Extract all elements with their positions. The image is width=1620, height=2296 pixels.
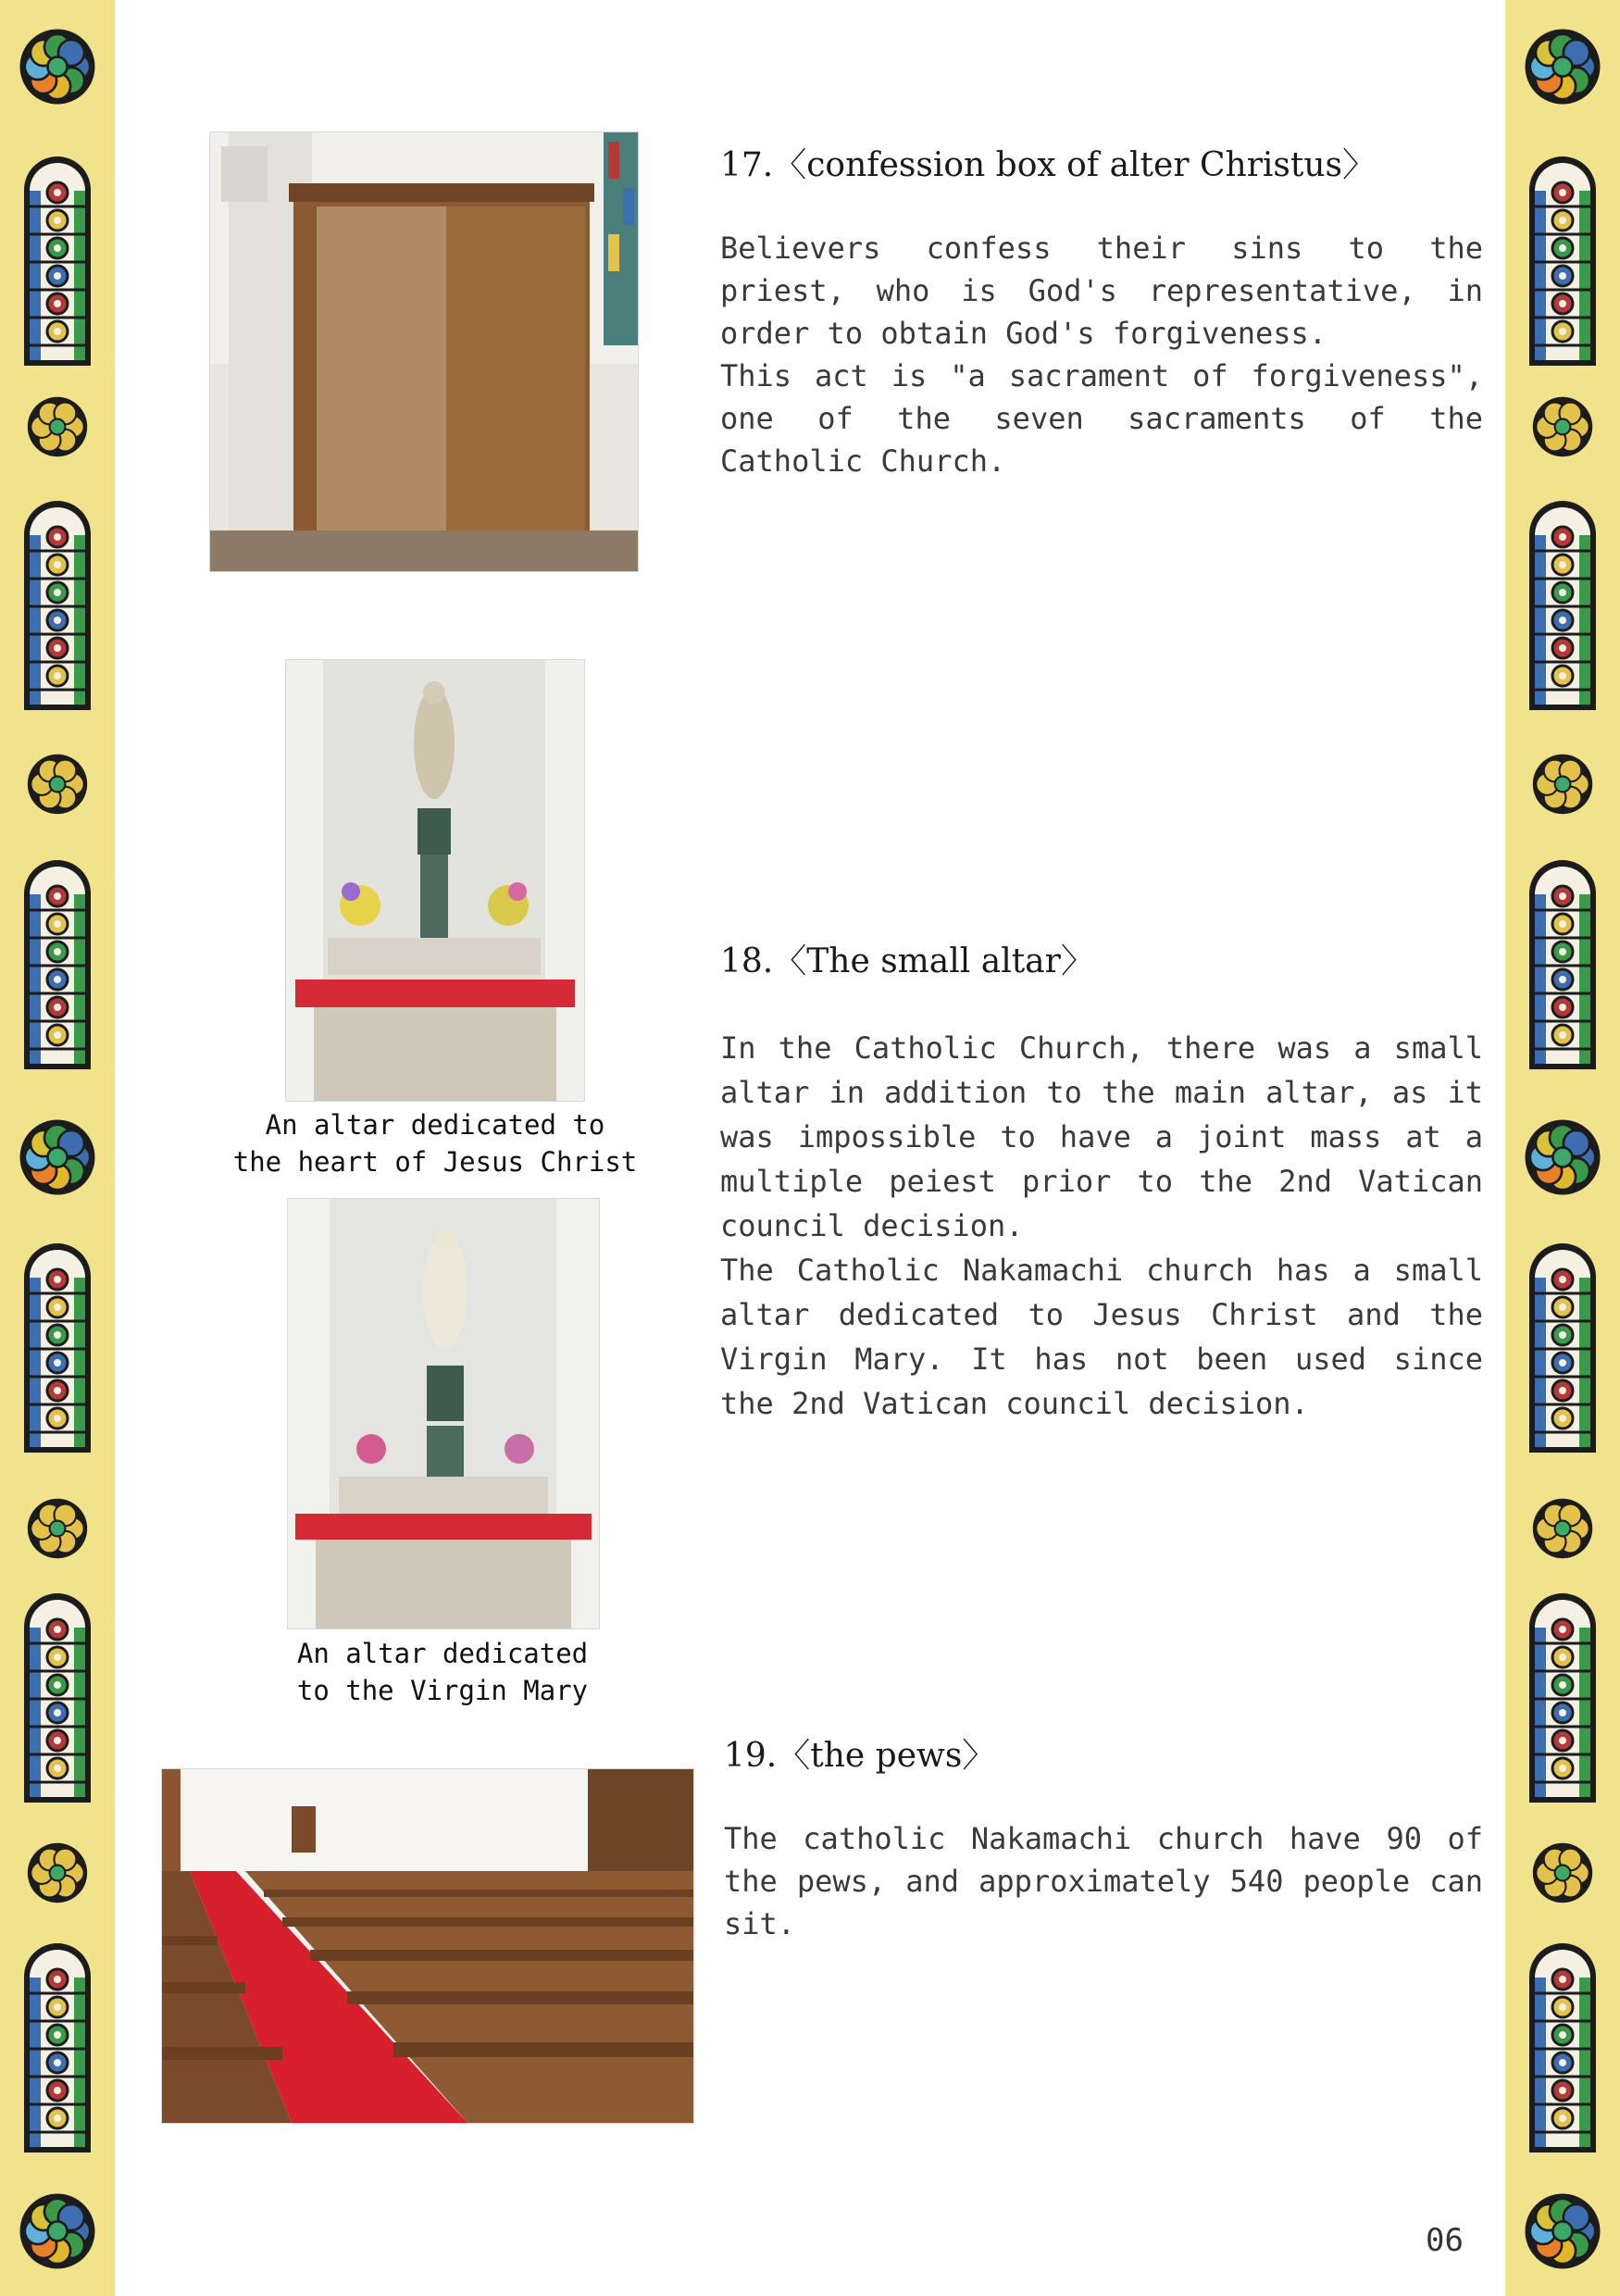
stained-glass-window xyxy=(0,1591,115,1805)
right-decorative-border xyxy=(1505,0,1620,2296)
rosette-ornament xyxy=(0,1841,115,1905)
stained-glass-window xyxy=(1505,498,1620,713)
stained-glass-window-icon xyxy=(1527,498,1599,713)
rosette-flower-icon xyxy=(1530,1841,1595,1905)
pews-photo xyxy=(161,1768,694,2124)
mary-altar-photo xyxy=(287,1198,600,1629)
stained-glass-window-icon xyxy=(21,857,93,1072)
rosette-flower-icon xyxy=(25,752,90,817)
rosette-flower-icon xyxy=(1530,1496,1595,1561)
left-decorative-border xyxy=(0,0,115,2296)
stained-glass-window xyxy=(0,857,115,1072)
mary-altar-caption: An altar dedicated to the Virgin Mary xyxy=(296,1638,589,1706)
rosette-flower-icon xyxy=(1522,1117,1603,1198)
rosette-ornament xyxy=(0,26,115,107)
section-19-heading: 19.〈the pews〉 xyxy=(724,1737,996,1775)
rosette-ornament xyxy=(1505,752,1620,817)
rosette-flower-icon xyxy=(25,394,90,459)
rosette-flower-icon xyxy=(1530,394,1595,459)
page-number: 06 xyxy=(1426,2222,1464,2259)
section-17-body: Believers confess their sins to the priest, who is God's representative, in order to obtain God's forgiveness. This act is "a sacrament of forgiveness", one of the seven sacraments of the Catholic Church. xyxy=(720,231,1483,479)
stained-glass-window-icon xyxy=(1527,1940,1599,2155)
stained-glass-window xyxy=(1505,1591,1620,1805)
stained-glass-window-icon xyxy=(21,1940,93,2155)
stained-glass-window-icon xyxy=(1527,154,1599,368)
rosette-ornament xyxy=(0,1117,115,1198)
stained-glass-window xyxy=(1505,1940,1620,2155)
confession-box-photo xyxy=(209,131,639,572)
stained-glass-window xyxy=(1505,857,1620,1072)
stained-glass-window xyxy=(0,154,115,368)
rosette-ornament xyxy=(1505,1496,1620,1561)
stained-glass-window xyxy=(1505,154,1620,368)
rosette-ornament xyxy=(0,2190,115,2272)
stained-glass-window-icon xyxy=(1527,1591,1599,1805)
rosette-ornament xyxy=(1505,1117,1620,1198)
rosette-flower-icon xyxy=(1530,752,1595,817)
stained-glass-window-icon xyxy=(21,1591,93,1805)
jesus-altar-caption: An altar dedicated to the heart of Jesus Christ xyxy=(232,1109,638,1178)
section-17-heading: 17.〈confession box of alter Christus〉 xyxy=(720,146,1377,184)
section-18-body: In the Catholic Church, there was a small altar in addition to the main altar, as it was impossible to have a joint mass at a multiple peiest prior to the 2nd Vatican council decision. The Catholic Nakamachi church has a small altar dedicated to Jesus Christ and the Virgin Mary. It has not been used since the 2nd Vatican council decision. xyxy=(720,1030,1483,1421)
rosette-ornament xyxy=(1505,26,1620,107)
section-18-heading: 18.〈The small altar〉 xyxy=(720,942,1094,980)
jesus-altar-photo xyxy=(285,659,585,1102)
section-19-body: The catholic Nakamachi church have 90 of the pews, and approximately 540 people can sit. xyxy=(724,1821,1483,1941)
stained-glass-window xyxy=(0,498,115,713)
rosette-ornament xyxy=(0,394,115,459)
rosette-ornament xyxy=(1505,394,1620,459)
rosette-ornament xyxy=(0,752,115,817)
rosette-flower-icon xyxy=(25,1841,90,1905)
rosette-flower-icon xyxy=(1522,2190,1603,2272)
stained-glass-window-icon xyxy=(21,498,93,713)
rosette-ornament xyxy=(1505,2190,1620,2272)
rosette-flower-icon xyxy=(17,2190,98,2272)
rosette-flower-icon xyxy=(17,26,98,107)
stained-glass-window-icon xyxy=(1527,857,1599,1072)
stained-glass-window xyxy=(0,1940,115,2155)
rosette-ornament xyxy=(0,1496,115,1561)
rosette-ornament xyxy=(1505,1841,1620,1905)
rosette-flower-icon xyxy=(1522,26,1603,107)
stained-glass-window-icon xyxy=(1527,1241,1599,1455)
stained-glass-window-icon xyxy=(21,154,93,368)
rosette-flower-icon xyxy=(17,1117,98,1198)
rosette-flower-icon xyxy=(25,1496,90,1561)
stained-glass-window xyxy=(1505,1241,1620,1455)
stained-glass-window xyxy=(0,1241,115,1455)
stained-glass-window-icon xyxy=(21,1241,93,1455)
